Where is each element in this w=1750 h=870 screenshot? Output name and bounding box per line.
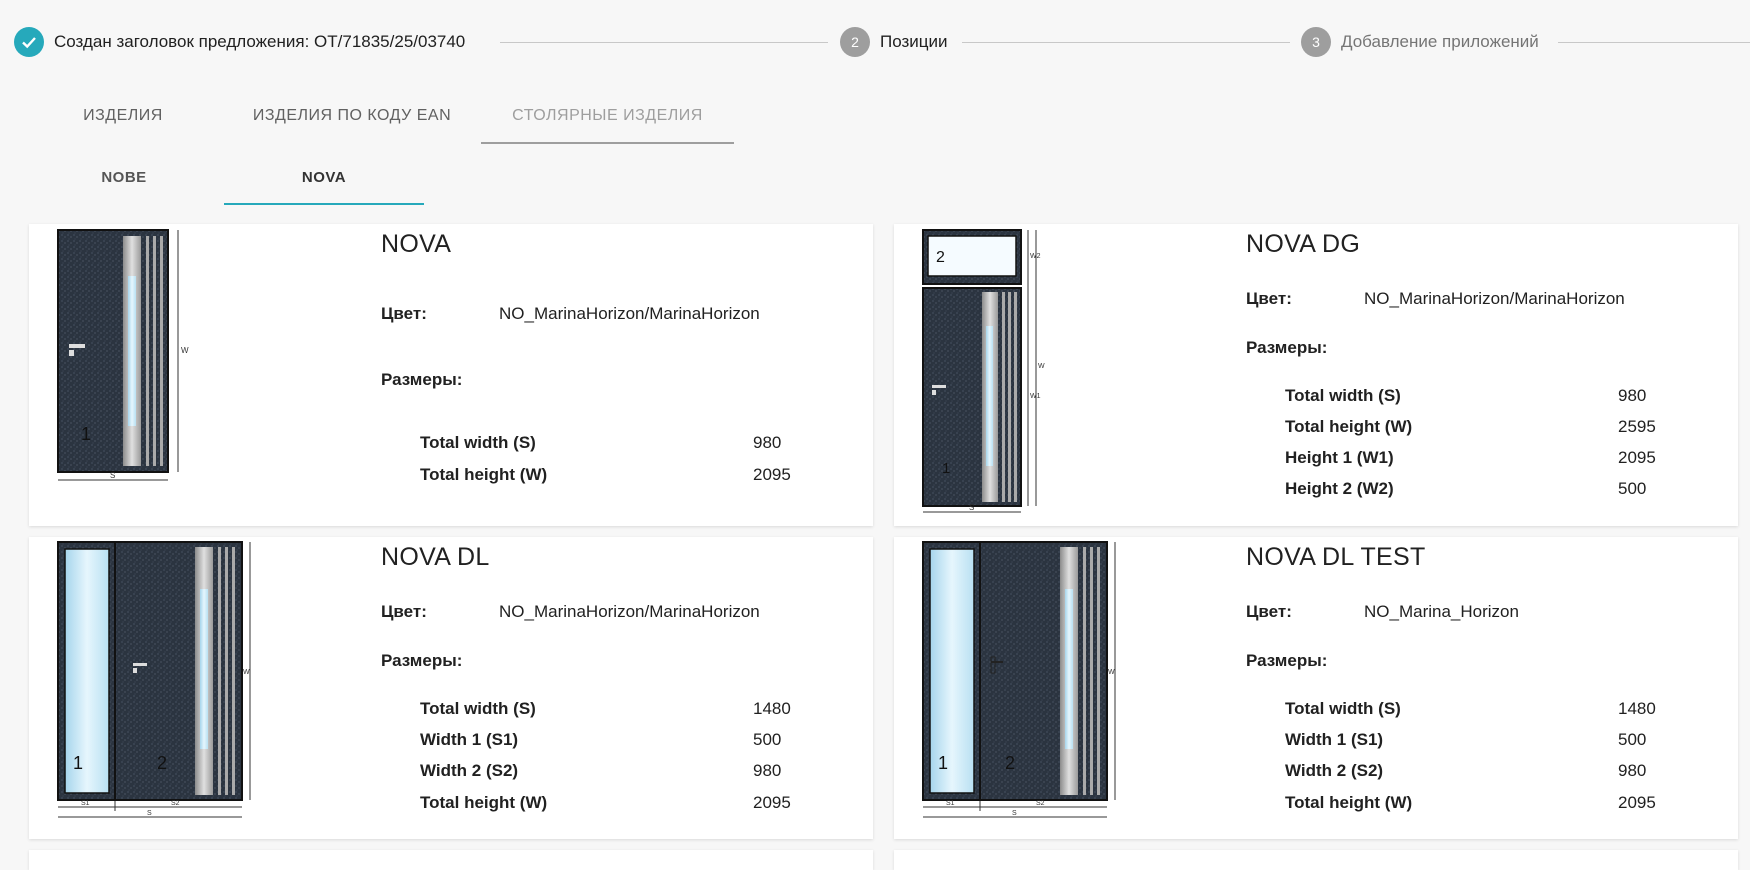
product-card[interactable] <box>29 224 873 526</box>
dimension-value: 500 <box>753 730 782 749</box>
product-card[interactable] <box>894 537 1738 839</box>
dimension-value: 1480 <box>753 699 791 718</box>
dimension-value: 980 <box>1618 761 1647 780</box>
tab-label: NOVA <box>301 168 347 186</box>
panel-number: 1 <box>942 460 951 477</box>
panel-number: 1 <box>938 753 949 773</box>
color-label: Цвет: <box>1246 602 1292 621</box>
door-drawing <box>55 228 195 508</box>
tab-label: ИЗДЕЛИЯ <box>83 107 163 124</box>
svg-text:S2: S2 <box>1036 800 1045 807</box>
panel-number: 1 <box>73 753 84 773</box>
door-drawing <box>920 228 1060 518</box>
color-value: NO_Marina_Horizon <box>1364 602 1519 621</box>
tab-joinery[interactable] <box>481 88 734 144</box>
tab-label: СТОЛЯРНЫЕ ИЗДЕЛИЯ <box>512 107 703 124</box>
color-value: NO_MarinaHorizon/MarinaHorizon <box>499 602 760 621</box>
svg-text:W: W <box>1038 363 1045 370</box>
dimension-value: 980 <box>753 761 782 780</box>
dimension-name: Height 1 (W1) <box>1285 448 1394 467</box>
step-connector <box>1558 42 1750 43</box>
dimension-name: Width 1 (S1) <box>420 730 519 749</box>
svg-text:S: S <box>147 810 152 817</box>
step-2-label: Позиции <box>880 32 948 51</box>
dimension-name: Width 2 (S2) <box>1285 761 1384 780</box>
svg-text:W: W <box>1108 669 1115 676</box>
dimension-name: Total height (W) <box>420 793 548 812</box>
dimension-value: 980 <box>753 433 782 452</box>
dimension-name: Width 1 (S1) <box>1285 730 1384 749</box>
dimension-value: 1480 <box>1618 699 1656 718</box>
tab-label: NOBE <box>101 168 147 186</box>
dimension-value: 2095 <box>753 793 791 812</box>
product-title: NOVA DG <box>1246 230 1361 258</box>
svg-text:S1: S1 <box>946 800 955 807</box>
stepper <box>0 0 1750 84</box>
tab-indicator <box>481 142 734 144</box>
sizes-label: Размеры: <box>1246 338 1328 357</box>
step-connector <box>500 42 828 43</box>
step-connector <box>962 42 1290 43</box>
step-3-label: Добавление приложений <box>1341 32 1539 51</box>
color-value: NO_MarinaHorizon/MarinaHorizon <box>499 304 760 323</box>
panel-number: 2 <box>936 249 945 266</box>
svg-text:W: W <box>181 346 189 355</box>
dimension-name: Total height (W) <box>1285 417 1413 436</box>
color-label: Цвет: <box>381 304 427 323</box>
dimension-name: Total height (W) <box>1285 793 1413 812</box>
dimension-name: Width 2 (S2) <box>420 761 519 780</box>
tab-label: ИЗДЕЛИЯ ПО КОДУ EAN <box>252 107 452 124</box>
dimension-name: Total width (S) <box>420 433 536 452</box>
tab-indicator <box>224 203 424 205</box>
product-card[interactable] <box>29 537 873 839</box>
svg-text:W1: W1 <box>1030 393 1041 400</box>
color-label: Цвет: <box>1246 289 1292 308</box>
svg-text:W2: W2 <box>1030 253 1041 260</box>
product-card[interactable] <box>894 850 1738 870</box>
step-3[interactable] <box>1301 27 1539 57</box>
product-title: NOVA <box>381 230 452 258</box>
dimension-name: Height 2 (W2) <box>1285 479 1394 498</box>
step-1[interactable] <box>14 27 465 57</box>
tab-nova[interactable] <box>224 149 424 205</box>
sizes-label: Размеры: <box>381 651 463 670</box>
sizes-label: Размеры: <box>381 370 463 389</box>
svg-text:S1: S1 <box>81 800 90 807</box>
tab-products[interactable] <box>36 88 210 144</box>
svg-text:S2: S2 <box>171 800 180 807</box>
product-card[interactable] <box>894 224 1738 526</box>
door-drawing <box>920 539 1120 823</box>
product-card[interactable] <box>29 850 873 870</box>
dimension-name: Total height (W) <box>420 465 548 484</box>
color-label: Цвет: <box>381 602 427 621</box>
dimension-value: 2095 <box>1618 793 1656 812</box>
tab-nobe[interactable] <box>24 149 224 205</box>
dimension-value: 2595 <box>1618 417 1656 436</box>
step-2[interactable] <box>840 27 948 57</box>
dimension-value: 500 <box>1618 479 1647 498</box>
step-3-number: 3 <box>1301 27 1331 57</box>
color-value: NO_MarinaHorizon/MarinaHorizon <box>1364 289 1625 308</box>
dimension-name: Total width (S) <box>1285 699 1401 718</box>
step-2-number: 2 <box>840 27 870 57</box>
dimension-value: 980 <box>1618 386 1647 405</box>
dimension-value: 500 <box>1618 730 1647 749</box>
dimension-value: 2095 <box>753 465 791 484</box>
svg-text:S: S <box>110 471 116 480</box>
product-title: NOVA DL TEST <box>1246 543 1426 571</box>
dimension-name: Total width (S) <box>420 699 536 718</box>
dimension-name: Total width (S) <box>1285 386 1401 405</box>
product-title: NOVA DL <box>381 543 490 571</box>
sizes-label: Размеры: <box>1246 651 1328 670</box>
dimension-value: 2095 <box>1618 448 1656 467</box>
panel-number: 1 <box>81 424 92 444</box>
svg-text:W: W <box>243 669 250 676</box>
check-icon <box>14 27 44 57</box>
door-drawing <box>55 539 255 823</box>
svg-text:S: S <box>1012 810 1017 817</box>
svg-text:S: S <box>969 503 975 512</box>
panel-number: 2 <box>157 753 168 773</box>
panel-number: 2 <box>1005 753 1016 773</box>
step-1-label: Создан заголовок предложения: OT/71835/25/03740 <box>54 32 466 51</box>
tab-products-ean[interactable] <box>228 88 476 144</box>
